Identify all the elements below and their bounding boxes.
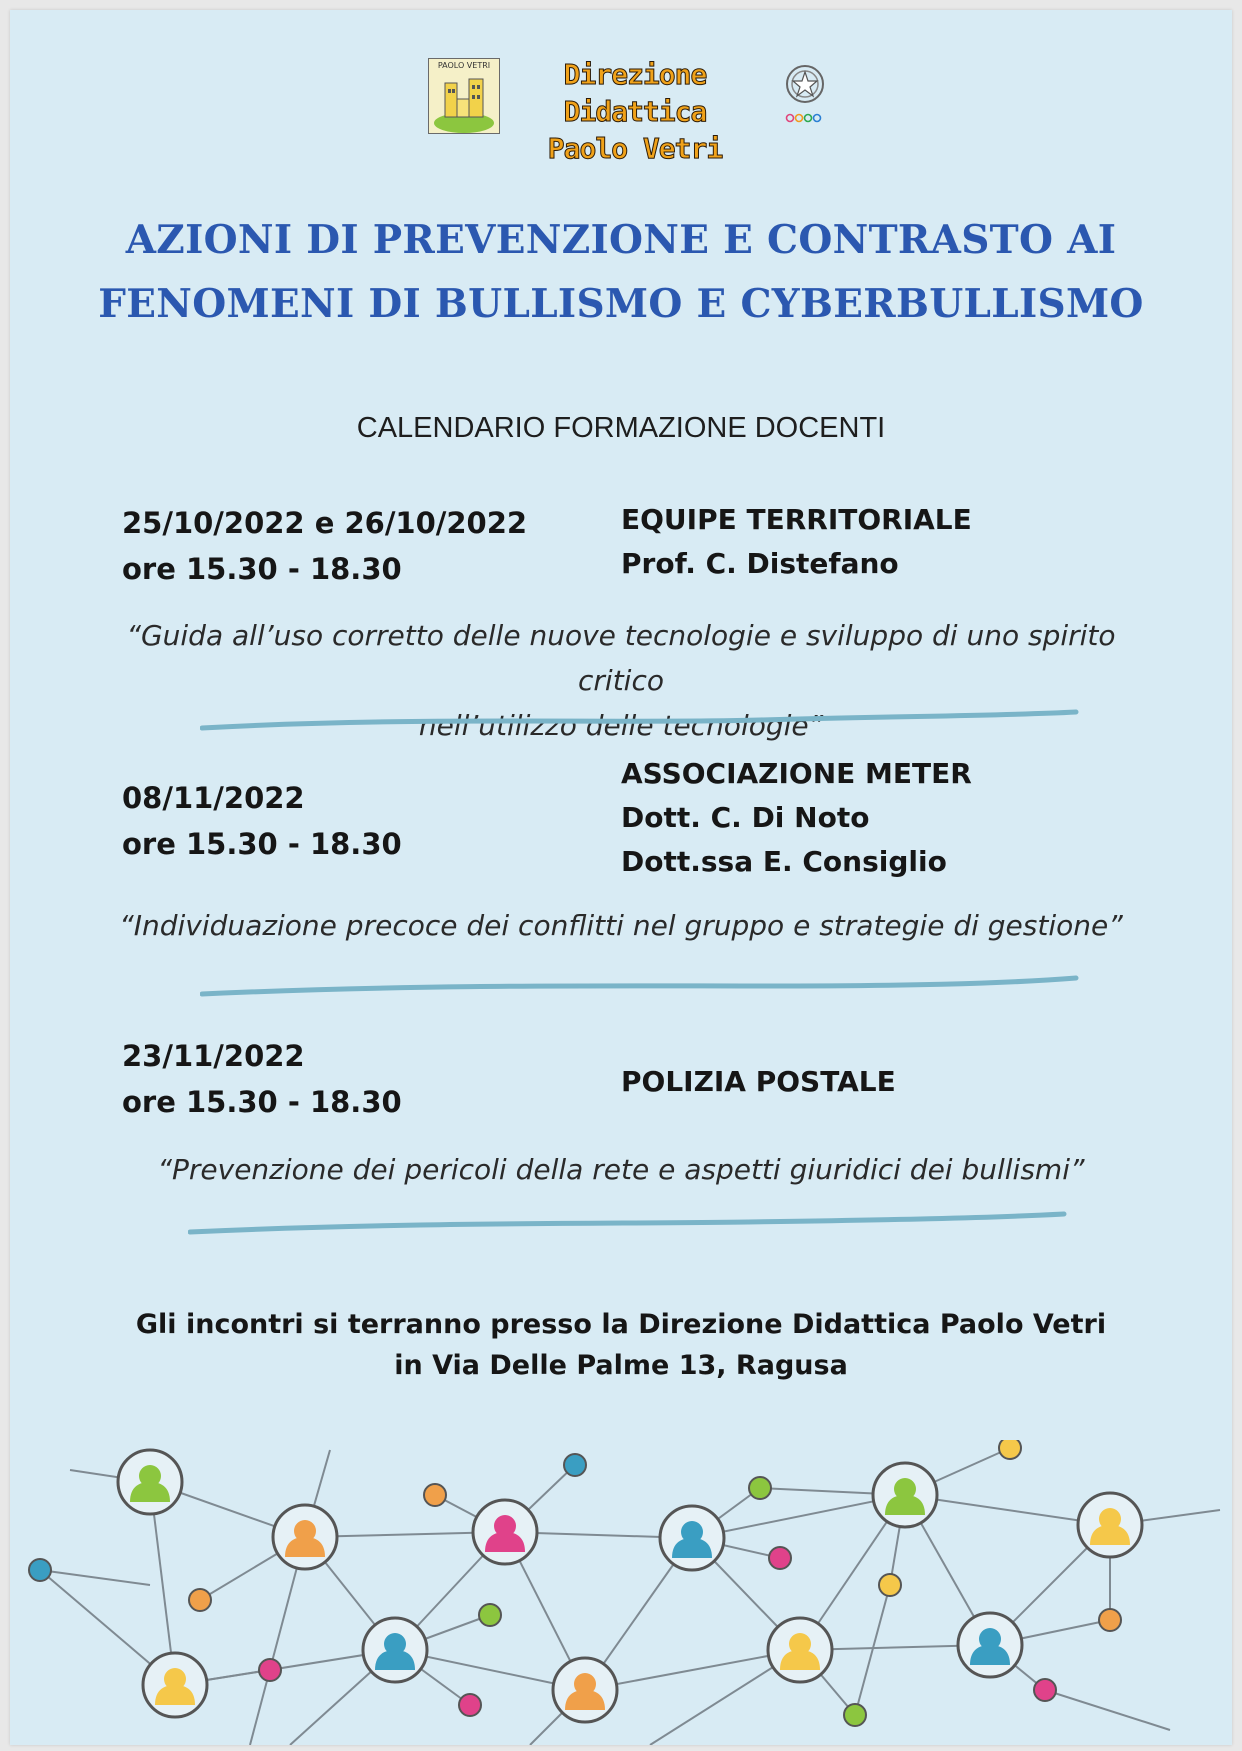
wave-divider <box>200 706 1080 736</box>
session-date: 25/10/2022 e 26/10/2022 <box>122 506 528 540</box>
person-node-icon <box>958 1613 1022 1677</box>
person-node-icon <box>118 1450 182 1514</box>
header-logos <box>428 50 838 165</box>
session-2-organizer <box>621 752 972 884</box>
title-line2: FENOMENI DI BULLISMO E CYBERBULLISMO <box>98 281 1144 327</box>
person-node-icon <box>553 1658 617 1722</box>
school-building-icon <box>429 59 499 133</box>
title-line1: AZIONI DI PREVENZIONE E CONTRASTO AI <box>125 217 1117 263</box>
page-title <box>50 208 1192 336</box>
organizer-name: ASSOCIAZIONE METER <box>621 757 972 790</box>
session-date: 23/11/2022 <box>122 1039 305 1073</box>
flyer-page <box>10 10 1232 1745</box>
session-3-datetime <box>122 1033 402 1125</box>
venue-info <box>10 1304 1232 1386</box>
person-node-icon <box>1078 1493 1142 1557</box>
session-time: ore 15.30 - 18.30 <box>122 1085 402 1119</box>
person-node-icon <box>873 1463 937 1527</box>
session-2-topic <box>90 903 1152 948</box>
school-name <box>510 56 760 167</box>
organizer-name: EQUIPE TERRITORIALE <box>621 503 972 536</box>
topic-line: “Individuazione precoce dei conflitti nel gruppo e strategie di gestione” <box>119 909 1123 942</box>
session-2-datetime <box>122 775 402 867</box>
venue-line2: in Via Delle Palme 13, Ragusa <box>394 1350 848 1381</box>
session-3-organizer <box>621 1060 896 1104</box>
person-node-icon <box>660 1506 724 1570</box>
organizer-person: Prof. C. Distefano <box>621 547 899 580</box>
topic-line: nell’utilizzo delle tecnologie” <box>418 709 824 742</box>
person-node-icon <box>273 1505 337 1569</box>
person-node-icon <box>768 1618 832 1682</box>
topic-line: “Prevenzione dei pericoli della rete e aspetti giuridici dei bullismi” <box>157 1153 1085 1186</box>
organizer-name: POLIZIA POSTALE <box>621 1065 896 1098</box>
people-network-illustration <box>10 1440 1232 1745</box>
topic-line: “Guida all’uso corretto delle nuove tecnologie e sviluppo di uno spirito critico <box>126 619 1116 697</box>
subtitle: CALENDARIO FORMAZIONE DOCENTI <box>356 412 886 444</box>
person-node-icon <box>473 1500 537 1564</box>
session-time: ore 15.30 - 18.30 <box>122 552 402 586</box>
person-node-icon <box>143 1653 207 1717</box>
organizer-person: Dott. C. Di Noto <box>621 801 870 834</box>
school-name-line1: Direzione Didattica <box>563 58 707 128</box>
wave-divider <box>188 1208 1068 1238</box>
italian-republic-emblem-icon <box>784 60 826 130</box>
venue-line1: Gli incontri si terranno presso la Direzione Didattica Paolo Vetri <box>135 1309 1107 1340</box>
session-1-datetime <box>122 500 527 592</box>
school-logo-text: PAOLO VETRI <box>437 61 491 70</box>
session-time: ore 15.30 - 18.30 <box>122 827 402 861</box>
organizer-person: Dott.ssa E. Consiglio <box>621 845 947 878</box>
school-name-line2: Paolo Vetri <box>547 132 723 165</box>
wave-divider <box>200 972 1080 1002</box>
session-3-topic <box>90 1147 1152 1192</box>
person-node-icon <box>363 1618 427 1682</box>
session-1-organizer <box>621 498 972 586</box>
session-date: 08/11/2022 <box>122 781 305 815</box>
school-logo <box>428 58 500 134</box>
